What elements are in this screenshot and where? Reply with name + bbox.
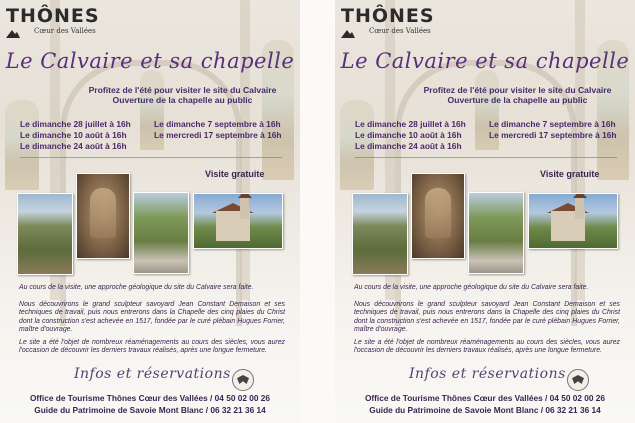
statue-shape [90,188,116,238]
infos-title: Infos et réservations [74,366,231,382]
guide-emblem-icon [232,369,254,391]
tower-roof [573,193,587,198]
brand-subtitle: Cœur des Vallées [369,27,431,35]
contact-guide: Guide du Patrimoine de Savoie Mont Blanc / 06 32 21 36 14 [34,405,266,415]
chapel-photo [528,193,618,249]
dates-left [355,119,466,152]
flyer-left [0,0,300,423]
intro [70,85,295,105]
flyer-right [335,0,635,423]
mountain-icon [6,28,20,38]
paragraph-site: Le site a été l'objet de nombreux réaménagements au cours des siècles, vous aurez l'occasion de découvrir les derniers travaux réalisés, après une longue fermeture. [354,339,620,355]
date-item: Le dimanche 28 juillet à 16h [20,119,131,129]
path-photo [133,192,189,274]
date-item: Le dimanche 24 août à 16h [355,141,462,151]
eagle-icon [237,375,249,384]
date-item: Le dimanche 7 septembre à 16h [154,119,281,129]
date-item: Le dimanche 7 septembre à 16h [489,119,616,129]
guide-emblem-icon [567,369,589,391]
date-item: Le dimanche 24 août à 16h [20,141,127,151]
date-item: Le dimanche 28 juillet à 16h [355,119,466,129]
contact-guide: Guide du Patrimoine de Savoie Mont Blanc / 06 32 21 36 14 [369,405,601,415]
village-photo [352,193,408,275]
headline: Le Calvaire et sa chapelle [340,49,630,73]
paragraph-geology: Au cours de la visite, une approche géologique du site du Calvaire sera faite. [19,284,254,291]
free-visit-label: Visite gratuite [540,169,600,179]
paragraph-geology: Au cours de la visite, une approche géologique du site du Calvaire sera faite. [354,284,589,291]
statue-photo [411,173,465,259]
intro-line: Profitez de l'été pour visiter le site du Calvaire [88,85,277,95]
divider [355,157,617,158]
date-item: Le dimanche 10 août à 16h [20,130,127,140]
chapel-tower [240,197,249,219]
village-photo [17,193,73,275]
contact-office: Office de Tourisme Thônes Cœur des Vallées / 04 50 02 00 26 [364,393,606,403]
tower-roof [238,193,252,198]
dates-left [20,119,131,152]
brand-logo [6,6,100,35]
brand-title: THÔNES [6,5,100,27]
brand-title: THÔNES [341,5,435,27]
dates-right [154,119,282,141]
free-visit-label: Visite gratuite [205,169,265,179]
brand-logo [341,6,435,35]
contact-office: Office de Tourisme Thônes Cœur des Vallées / 04 50 02 00 26 [29,393,271,403]
divider [20,157,282,158]
intro-line: Profitez de l'été pour visiter le site du Calvaire [423,85,612,95]
path-photo [468,192,524,274]
date-item: Le dimanche 10 août à 16h [355,130,462,140]
chapel-photo [193,193,283,249]
date-item: Le mercredi 17 septembre à 16h [489,130,617,140]
mountain-icon [341,28,355,38]
eagle-icon [572,375,584,384]
paragraph-sculptor: Nous découvrirons le grand sculpteur savoyard Jean Constant Demaison et ses techniques de travail, puis nous entrerons dans la Chapelle des cinq plaies du Christ dont la construction s'est achevée en 1517, fondée par le curé plébain Hugues Forrier, maître d'ouvrage. [19,301,285,333]
intro-line: Ouverture de la chapelle au public [112,95,253,105]
intro-line: Ouverture de la chapelle au public [447,95,588,105]
page-gap [300,0,335,423]
headline: Le Calvaire et sa chapelle [5,49,295,73]
paragraph-site: Le site a été l'objet de nombreux réaménagements au cours des siècles, vous aurez l'occasion de découvrir les derniers travaux réalisés, après une longue fermeture. [19,339,285,355]
pillar [575,0,585,300]
date-item: Le mercredi 17 septembre à 16h [154,130,282,140]
statue-shape [425,188,451,238]
dates-right [489,119,617,141]
brand-subtitle: Cœur des Vallées [34,27,96,35]
intro [405,85,630,105]
statue-photo [76,173,130,259]
pillar [240,0,250,300]
infos-title: Infos et réservations [409,366,566,382]
paragraph-sculptor: Nous découvrirons le grand sculpteur savoyard Jean Constant Demaison et ses techniques de travail, puis nous entrerons dans la Chapelle des cinq plaies du Christ dont la construction s'est achevée en 1517, fondée par le curé plébain Hugues Forrier, maître d'ouvrage. [354,301,620,333]
chapel-tower [575,197,584,219]
